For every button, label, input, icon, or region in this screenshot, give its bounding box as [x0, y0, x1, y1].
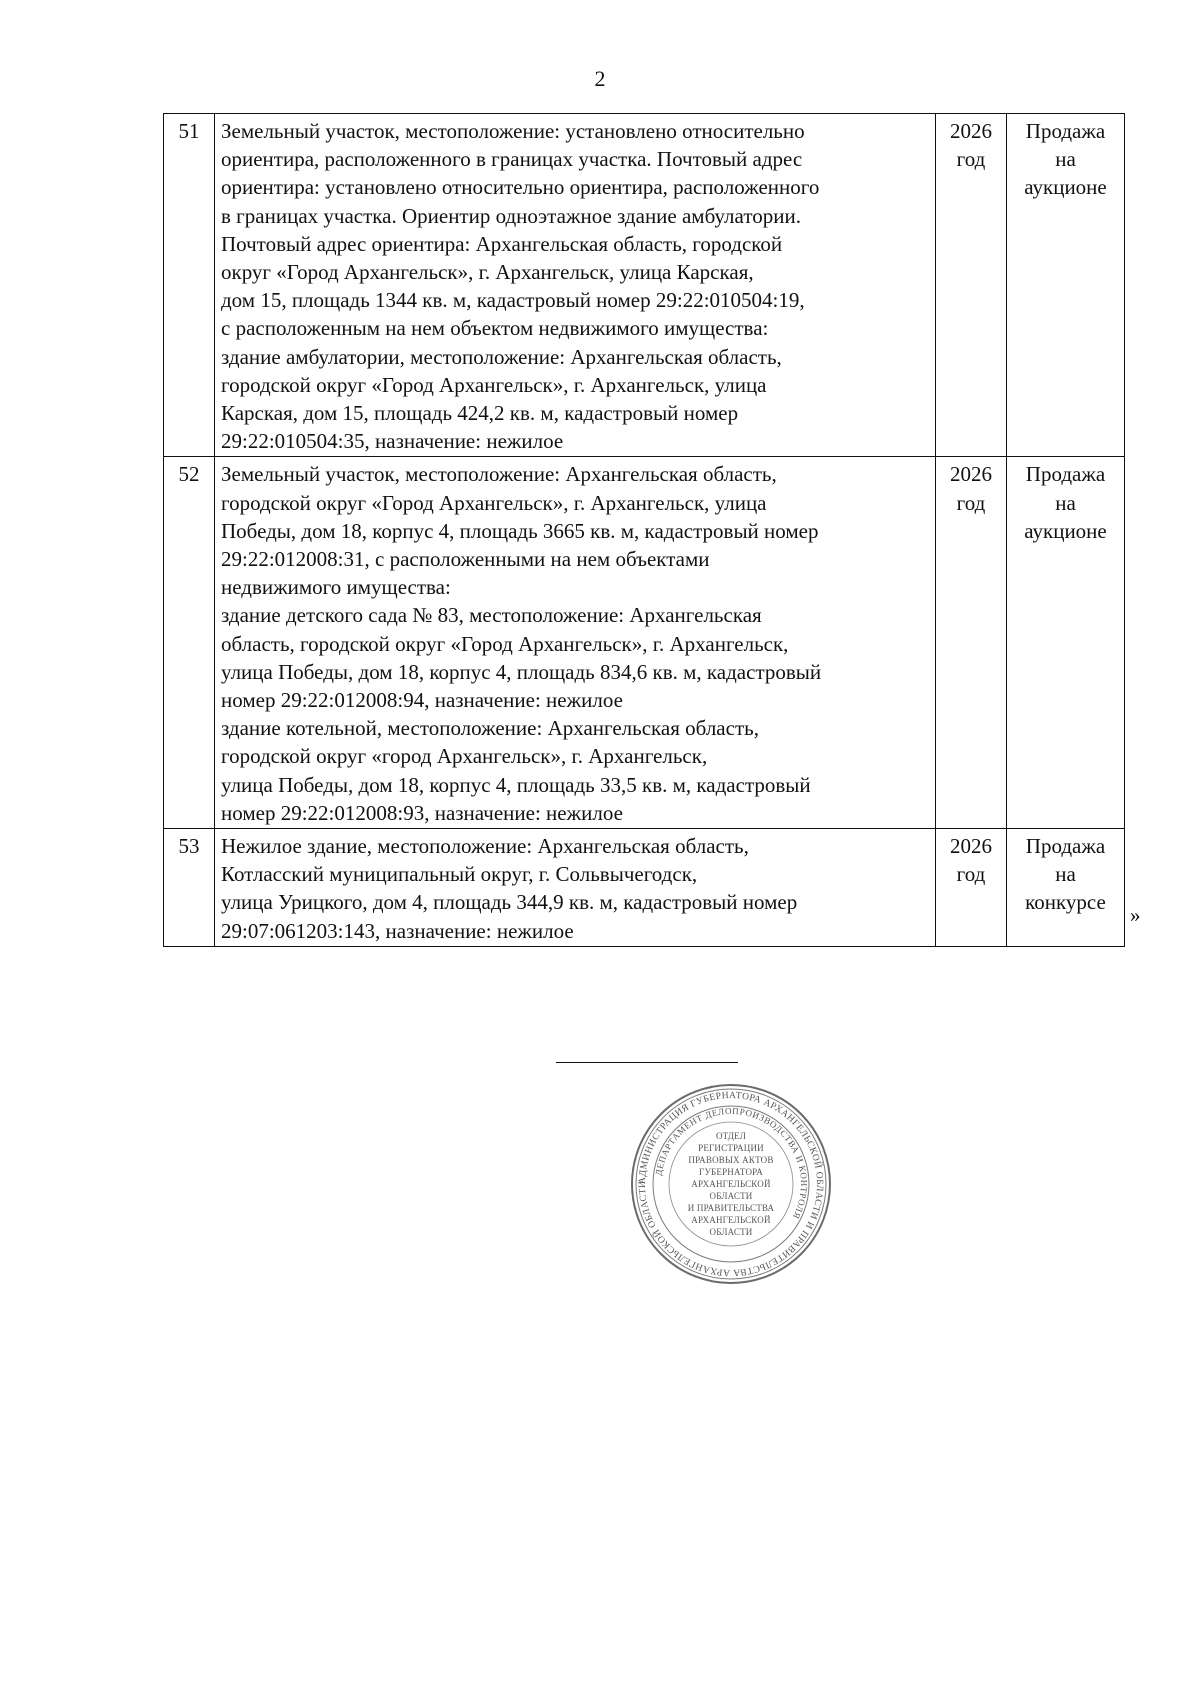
closing-quote: »	[1130, 903, 1141, 927]
description-line: Земельный участок, местоположение: установлено относительно	[221, 119, 805, 143]
seal-outer-textpath: АДМИНИСТРАЦИЯ ГУБЕРНАТОРА АРХАНГЕЛЬСКОЙ ОБЛАСТИ И ПРАВИТЕЛЬСТВА АРХАНГЕЛЬСКОЙ ОБЛАСТИ	[636, 1089, 826, 1279]
table-row	[164, 457, 1125, 829]
official-seal	[630, 1083, 832, 1285]
description-line: номер 29:22:012008:94, назначение: нежилое	[221, 688, 623, 713]
description-line: Земельный участок, местоположение: Архангельская область,	[221, 462, 777, 487]
method-line: на	[1055, 862, 1076, 887]
description-line: дом 15, площадь 1344 кв. м, кадастровый номер 29:22:010504:19,	[221, 288, 805, 313]
table-row	[164, 829, 1125, 947]
page-number: 2	[594, 66, 606, 91]
row-number: 51	[164, 114, 215, 457]
description-line: Победы, дом 18, корпус 4, площадь 3665 кв. м, кадастровый номер	[221, 518, 819, 543]
description-line: здание котельной, местоположение: Архангельская область,	[221, 716, 759, 741]
description-line: улица Урицкого, дом 4, площадь 344,9 кв. м, кадастровый номер	[221, 890, 798, 915]
method-line: на	[1055, 490, 1076, 515]
description-line: область, городской округ «Город Архангельск», г. Архангельск,	[221, 631, 789, 656]
description-line: округ «Город Архангельск», г. Архангельск, улица Карская,	[221, 260, 754, 285]
table-row	[164, 114, 1125, 457]
description-line: с расположенным на нем объектом недвижимого имущества:	[221, 316, 769, 341]
method-line: Продажа	[1025, 834, 1106, 859]
description-line: здание амбулатории, местоположение: Архангельская область,	[221, 344, 782, 369]
description-line: недвижимого имущества:	[221, 575, 451, 600]
description-line: Котласский муниципальный округ, г. Сольвычегодск,	[221, 862, 698, 887]
description-line: здание детского сада № 83, местоположение: Архангельская	[221, 603, 762, 628]
seal-center-line: ПРАВОВЫХ АКТОВ	[688, 1155, 774, 1165]
signature-line	[556, 1062, 738, 1063]
seal-center-line: РЕГИСТРАЦИИ	[698, 1143, 764, 1153]
row-number: 53	[164, 829, 215, 947]
property-description	[215, 114, 936, 457]
privatization-year	[936, 114, 1007, 457]
seal-center-line: ОБЛАСТИ	[709, 1227, 753, 1237]
description-line: Почтовый адрес ориентира: Архангельская область, городской	[221, 231, 783, 256]
description-line: Карская, дом 15, площадь 424,2 кв. м, кадастровый номер	[221, 401, 739, 426]
property-table	[163, 113, 1125, 947]
description-line: 29:07:061203:143, назначение: нежилое	[221, 918, 574, 943]
year-line: 2026	[950, 834, 992, 859]
description-line: улица Победы, дом 18, корпус 4, площадь 834,6 кв. м, кадастровый	[221, 659, 822, 684]
year-line: год	[956, 490, 986, 515]
privatization-year	[936, 457, 1007, 829]
seal-center-line: ГУБЕРНАТОРА	[699, 1167, 763, 1177]
description-line: ориентира, расположенного в границах участка. Почтовый адрес	[221, 147, 803, 172]
row-number: 52	[164, 457, 215, 829]
privatization-method	[1007, 114, 1125, 457]
year-line: год	[956, 862, 986, 887]
year-line: 2026	[950, 119, 992, 143]
description-line: улица Победы, дом 18, корпус 4, площадь 33,5 кв. м, кадастровый	[221, 772, 811, 797]
privatization-year	[936, 829, 1007, 947]
description-line: в границах участка. Ориентир одноэтажное здание амбулатории.	[221, 203, 801, 228]
privatization-method	[1007, 829, 1125, 947]
seal-center-line: АРХАНГЕЛЬСКОЙ	[691, 1179, 771, 1189]
method-line: на	[1055, 147, 1076, 172]
seal-center-line: ОБЛАСТИ	[709, 1191, 753, 1201]
description-line: Нежилое здание, местоположение: Архангельская область,	[221, 834, 749, 859]
method-line: Продажа	[1025, 119, 1106, 143]
description-line: ориентира: установлено относительно ориентира, расположенного	[221, 175, 820, 200]
method-line: аукционе	[1024, 518, 1107, 543]
seal-center-line: ОТДЕЛ	[715, 1131, 747, 1141]
year-line: 2026	[950, 462, 992, 487]
property-description	[215, 457, 936, 829]
method-line: аукционе	[1024, 175, 1107, 200]
seal-center-line: АРХАНГЕЛЬСКОЙ	[691, 1215, 771, 1225]
description-line: городской округ «город Архангельск», г. Архангельск,	[221, 744, 708, 769]
description-line: 29:22:012008:31, с расположенными на нем объектами	[221, 547, 710, 572]
description-line: 29:22:010504:35, назначение: нежилое	[221, 429, 564, 454]
description-line: городской округ «Город Архангельск», г. Архангельск, улица	[221, 372, 767, 397]
description-line: городской округ «Город Архангельск», г. Архангельск, улица	[221, 490, 767, 515]
description-line: номер 29:22:012008:93, назначение: нежилое	[221, 800, 623, 825]
seal-center-line: И ПРАВИТЕЛЬСТВА	[687, 1203, 775, 1213]
table-body	[164, 114, 1125, 947]
seal-inner-textpath: ДЕПАРТАМЕНТ ДЕЛОПРОИЗВОДСТВА И КОНТРОЛЯ	[653, 1105, 810, 1221]
method-line: конкурсе	[1025, 890, 1106, 915]
year-line: год	[956, 147, 986, 172]
property-description	[215, 829, 936, 947]
method-line: Продажа	[1025, 462, 1106, 487]
privatization-method	[1007, 457, 1125, 829]
